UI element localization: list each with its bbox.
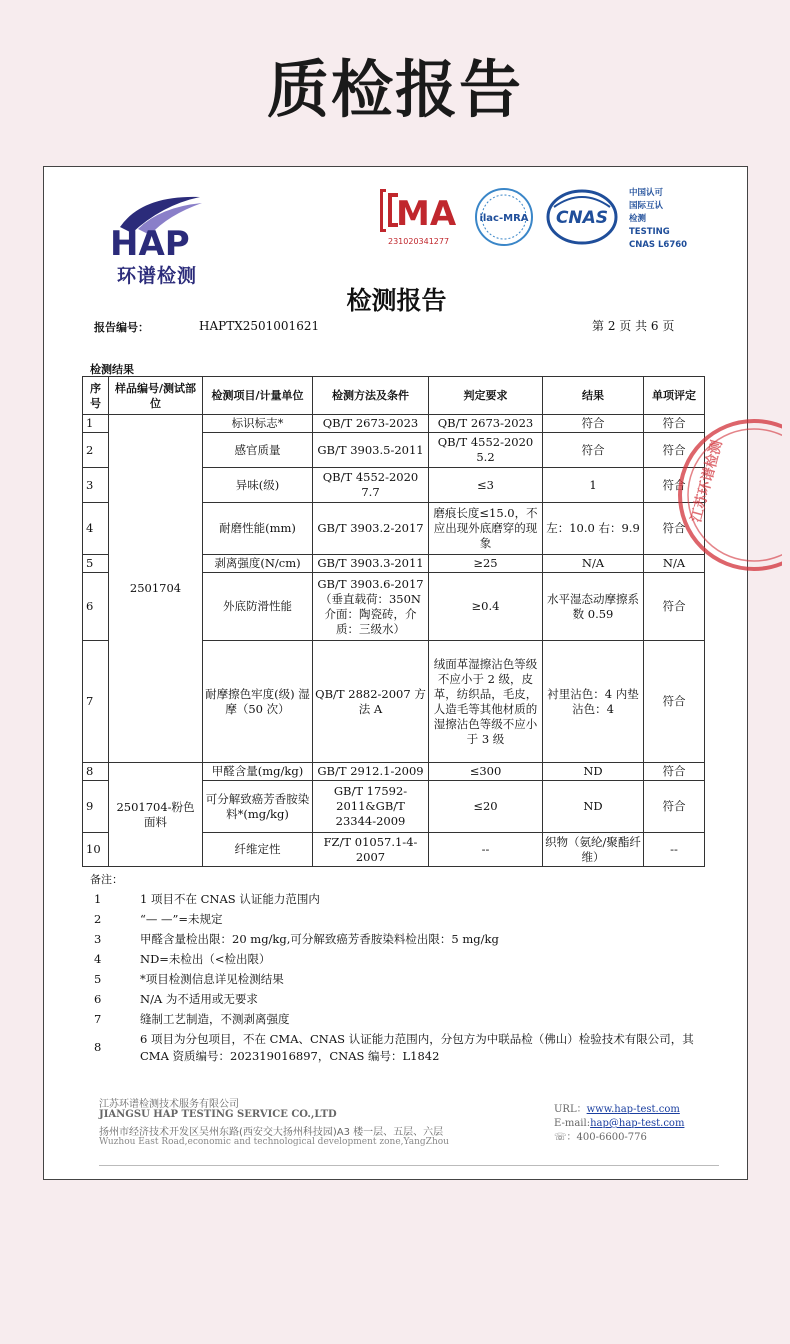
test-method: GB/T 3903.2-2017 xyxy=(313,503,429,555)
svg-text:ilac-MRA: ilac-MRA xyxy=(479,213,529,224)
cnas-line: CNAS L6760 xyxy=(629,240,688,250)
header-cell: 检测项目/计量单位 xyxy=(203,377,313,415)
note-number: 7 xyxy=(94,1012,102,1026)
requirement: -- xyxy=(429,833,543,867)
note-number: 8 xyxy=(94,1040,102,1054)
footer-company-cn: 江苏环谱检测技术服务有限公司 xyxy=(99,1099,239,1110)
row-number: 2 xyxy=(83,433,109,468)
test-item: 外底防滑性能 xyxy=(203,573,313,641)
cnas-accreditation-text xyxy=(629,187,709,252)
svg-text:HAP: HAP xyxy=(110,224,190,259)
result: N/A xyxy=(543,555,644,573)
row-number: 10 xyxy=(83,833,109,867)
note-item xyxy=(92,931,702,948)
requirement: QB/T 2673-2023 xyxy=(429,415,543,433)
header-cell: 检测方法及条件 xyxy=(313,377,429,415)
result: 衬里沾色：4 内垫沾色：4 xyxy=(543,641,644,763)
result: 织物（氨纶/聚酯纤维） xyxy=(543,833,644,867)
footer-divider xyxy=(99,1165,719,1166)
table-row xyxy=(83,415,705,433)
result: 1 xyxy=(543,468,644,503)
phone-number: ：400-6600-776 xyxy=(566,1132,647,1143)
report-number-label: 报告编号： xyxy=(94,321,149,334)
note-text: 1 项目不在 CNAS 认证能力范围内 xyxy=(140,892,320,906)
report-sheet xyxy=(43,166,748,1180)
note-number: 1 xyxy=(94,892,102,906)
requirement: 绒面革湿擦沾色等级不应小于 2 级，皮革，纺织品，毛皮，人造毛等其他材质的湿擦沾色等级不应小于 3 级 xyxy=(429,641,543,763)
test-item: 标识标志* xyxy=(203,415,313,433)
requirement: ≥0.4 xyxy=(429,573,543,641)
evaluation: 符合 xyxy=(644,503,705,555)
hap-logo-icon xyxy=(102,189,212,259)
note-text: ND=未检出（<检出限） xyxy=(140,952,271,966)
test-item: 纤维定性 xyxy=(203,833,313,867)
evaluation: 符合 xyxy=(644,763,705,781)
cnas-line: TESTING xyxy=(629,227,670,237)
note-item xyxy=(92,991,702,1008)
result: ND xyxy=(543,781,644,833)
page-info: 第 2 页 共 6 页 xyxy=(592,319,675,333)
test-method: FZ/T 01057.1-4-2007 xyxy=(313,833,429,867)
ilac-logo xyxy=(472,187,536,251)
section-label: 检测结果 xyxy=(90,363,134,376)
evaluation: -- xyxy=(644,833,705,867)
footer-contact xyxy=(554,1103,684,1145)
row-number: 5 xyxy=(83,555,109,573)
test-item: 剥离强度(N/cm) xyxy=(203,555,313,573)
test-method: QB/T 2673-2023 xyxy=(313,415,429,433)
note-text: N/A 为不适用或无要求 xyxy=(140,992,258,1006)
cma-icon xyxy=(378,187,464,239)
result: 水平湿态动摩擦系数 0.59 xyxy=(543,573,644,641)
requirement: 磨痕长度≤15.0，不应出现外底磨穿的现象 xyxy=(429,503,543,555)
note-text: “— —”=未规定 xyxy=(140,912,223,926)
row-number: 6 xyxy=(83,573,109,641)
header-cell: 判定要求 xyxy=(429,377,543,415)
test-method: QB/T 4552-2020 7.7 xyxy=(313,468,429,503)
test-method: GB/T 3903.3-2011 xyxy=(313,555,429,573)
evaluation: 符合 xyxy=(644,468,705,503)
result: 符合 xyxy=(543,433,644,468)
note-item xyxy=(92,911,702,928)
red-seal-stamp xyxy=(672,405,782,585)
test-item: 甲醛含量(mg/kg) xyxy=(203,763,313,781)
cnas-line: 检测 xyxy=(629,214,647,224)
notes-list xyxy=(92,891,702,1068)
note-item xyxy=(92,1011,702,1028)
cnas-icon xyxy=(544,187,620,247)
test-method: GB/T 2912.1-2009 xyxy=(313,763,429,781)
result: ND xyxy=(543,763,644,781)
note-text: 6 项目为分包项目，不在 CMA、CNAS 认证能力范围内，分包方为中联品检（佛山）检验技术有限公司，其 CMA 资质编号：202319016897，CNAS 编号：L1842 xyxy=(140,1032,694,1063)
requirement: ≤3 xyxy=(429,468,543,503)
results-table xyxy=(82,376,705,867)
test-method: GB/T 3903.5-2011 xyxy=(313,433,429,468)
result: 左：10.0 右：9.9 xyxy=(543,503,644,555)
cma-number: 231020341277 xyxy=(388,237,450,246)
result: 符合 xyxy=(543,415,644,433)
requirement: ≤20 xyxy=(429,781,543,833)
requirement: ≤300 xyxy=(429,763,543,781)
note-item xyxy=(92,1031,702,1065)
phone-icon: ☏ xyxy=(554,1132,567,1143)
header-cell: 单项评定 xyxy=(644,377,705,415)
test-item: 异味(级) xyxy=(203,468,313,503)
footer-address-en: Wuzhou East Road,economic and technological development zone,YangZhou xyxy=(99,1137,449,1147)
email-link[interactable]: hap@hap-test.com xyxy=(590,1118,685,1129)
sample-id: 2501704 xyxy=(109,415,203,763)
note-number: 3 xyxy=(94,932,102,946)
svg-text:MA: MA xyxy=(396,194,457,234)
note-text: 缝制工艺制造，不测剥离强度 xyxy=(140,1012,290,1026)
note-number: 2 xyxy=(94,912,102,926)
svg-text:江苏环谱检测: 江苏环谱检测 xyxy=(688,438,726,525)
evaluation: 符合 xyxy=(644,781,705,833)
table-row xyxy=(83,763,705,781)
row-number: 1 xyxy=(83,415,109,433)
note-number: 6 xyxy=(94,992,102,1006)
hap-logo xyxy=(102,189,222,289)
header-cell: 样品编号/测试部位 xyxy=(109,377,203,415)
test-item: 耐磨性能(mm) xyxy=(203,503,313,555)
report-title: 检测报告 xyxy=(346,286,447,315)
url-label: URL： xyxy=(554,1104,587,1115)
report-number: HAPTX2501001621 xyxy=(199,319,320,333)
header-cell: 序号 xyxy=(83,377,109,415)
test-item: 可分解致癌芳香胺染料*(mg/kg) xyxy=(203,781,313,833)
note-number: 4 xyxy=(94,952,102,966)
url-link[interactable]: www.hap-test.com xyxy=(586,1104,680,1115)
row-number: 3 xyxy=(83,468,109,503)
cnas-logo xyxy=(544,187,620,251)
email-label: E-mail: xyxy=(554,1118,591,1129)
requirement: QB/T 4552-2020 5.2 xyxy=(429,433,543,468)
evaluation: N/A xyxy=(644,555,705,573)
evaluation: 符合 xyxy=(644,415,705,433)
row-number: 4 xyxy=(83,503,109,555)
test-item: 耐摩擦色牢度(级) 湿摩（50 次） xyxy=(203,641,313,763)
note-number: 5 xyxy=(94,972,102,986)
cnas-line: 国际互认 xyxy=(629,201,664,211)
row-number: 9 xyxy=(83,781,109,833)
footer-company-en: JIANGSU HAP TESTING SERVICE CO.,LTD xyxy=(99,1109,337,1120)
test-item: 感官质量 xyxy=(203,433,313,468)
table-header-row xyxy=(83,377,705,415)
page-title: 质检报告 xyxy=(266,53,523,126)
notes-label: 备注： xyxy=(90,873,123,886)
cma-logo xyxy=(378,187,464,243)
evaluation: 符合 xyxy=(644,641,705,763)
ilac-icon xyxy=(472,187,536,247)
evaluation: 符合 xyxy=(644,433,705,468)
note-text: *项目检测信息详见检测结果 xyxy=(140,972,284,986)
row-number: 8 xyxy=(83,763,109,781)
svg-text:CNAS: CNAS xyxy=(555,208,609,228)
note-item xyxy=(92,971,702,988)
test-method: GB/T 3903.6-2017（垂直载荷：350N 介面：陶瓷砖，介质：三级水） xyxy=(313,573,429,641)
note-item xyxy=(92,951,702,968)
header-cell: 结果 xyxy=(543,377,644,415)
note-item xyxy=(92,891,702,908)
note-text: 甲醛含量检出限：20 mg/kg,可分解致癌芳香胺染料检出限：5 mg/kg xyxy=(140,932,499,946)
test-method: QB/T 2882-2007 方法 A xyxy=(313,641,429,763)
company-name-cn: 环谱检测 xyxy=(116,265,197,287)
footer-address-cn: 扬州市经济技术开发区吴州东路(西安交大扬州科技园)A3 楼一层、五层、六层 xyxy=(99,1127,444,1138)
cnas-line: 中国认可 xyxy=(629,188,664,198)
row-number: 7 xyxy=(83,641,109,763)
evaluation: 符合 xyxy=(644,573,705,641)
sample-id: 2501704-粉色面料 xyxy=(109,763,203,867)
requirement: ≥25 xyxy=(429,555,543,573)
test-method: GB/T 17592-2011&GB/T 23344-2009 xyxy=(313,781,429,833)
